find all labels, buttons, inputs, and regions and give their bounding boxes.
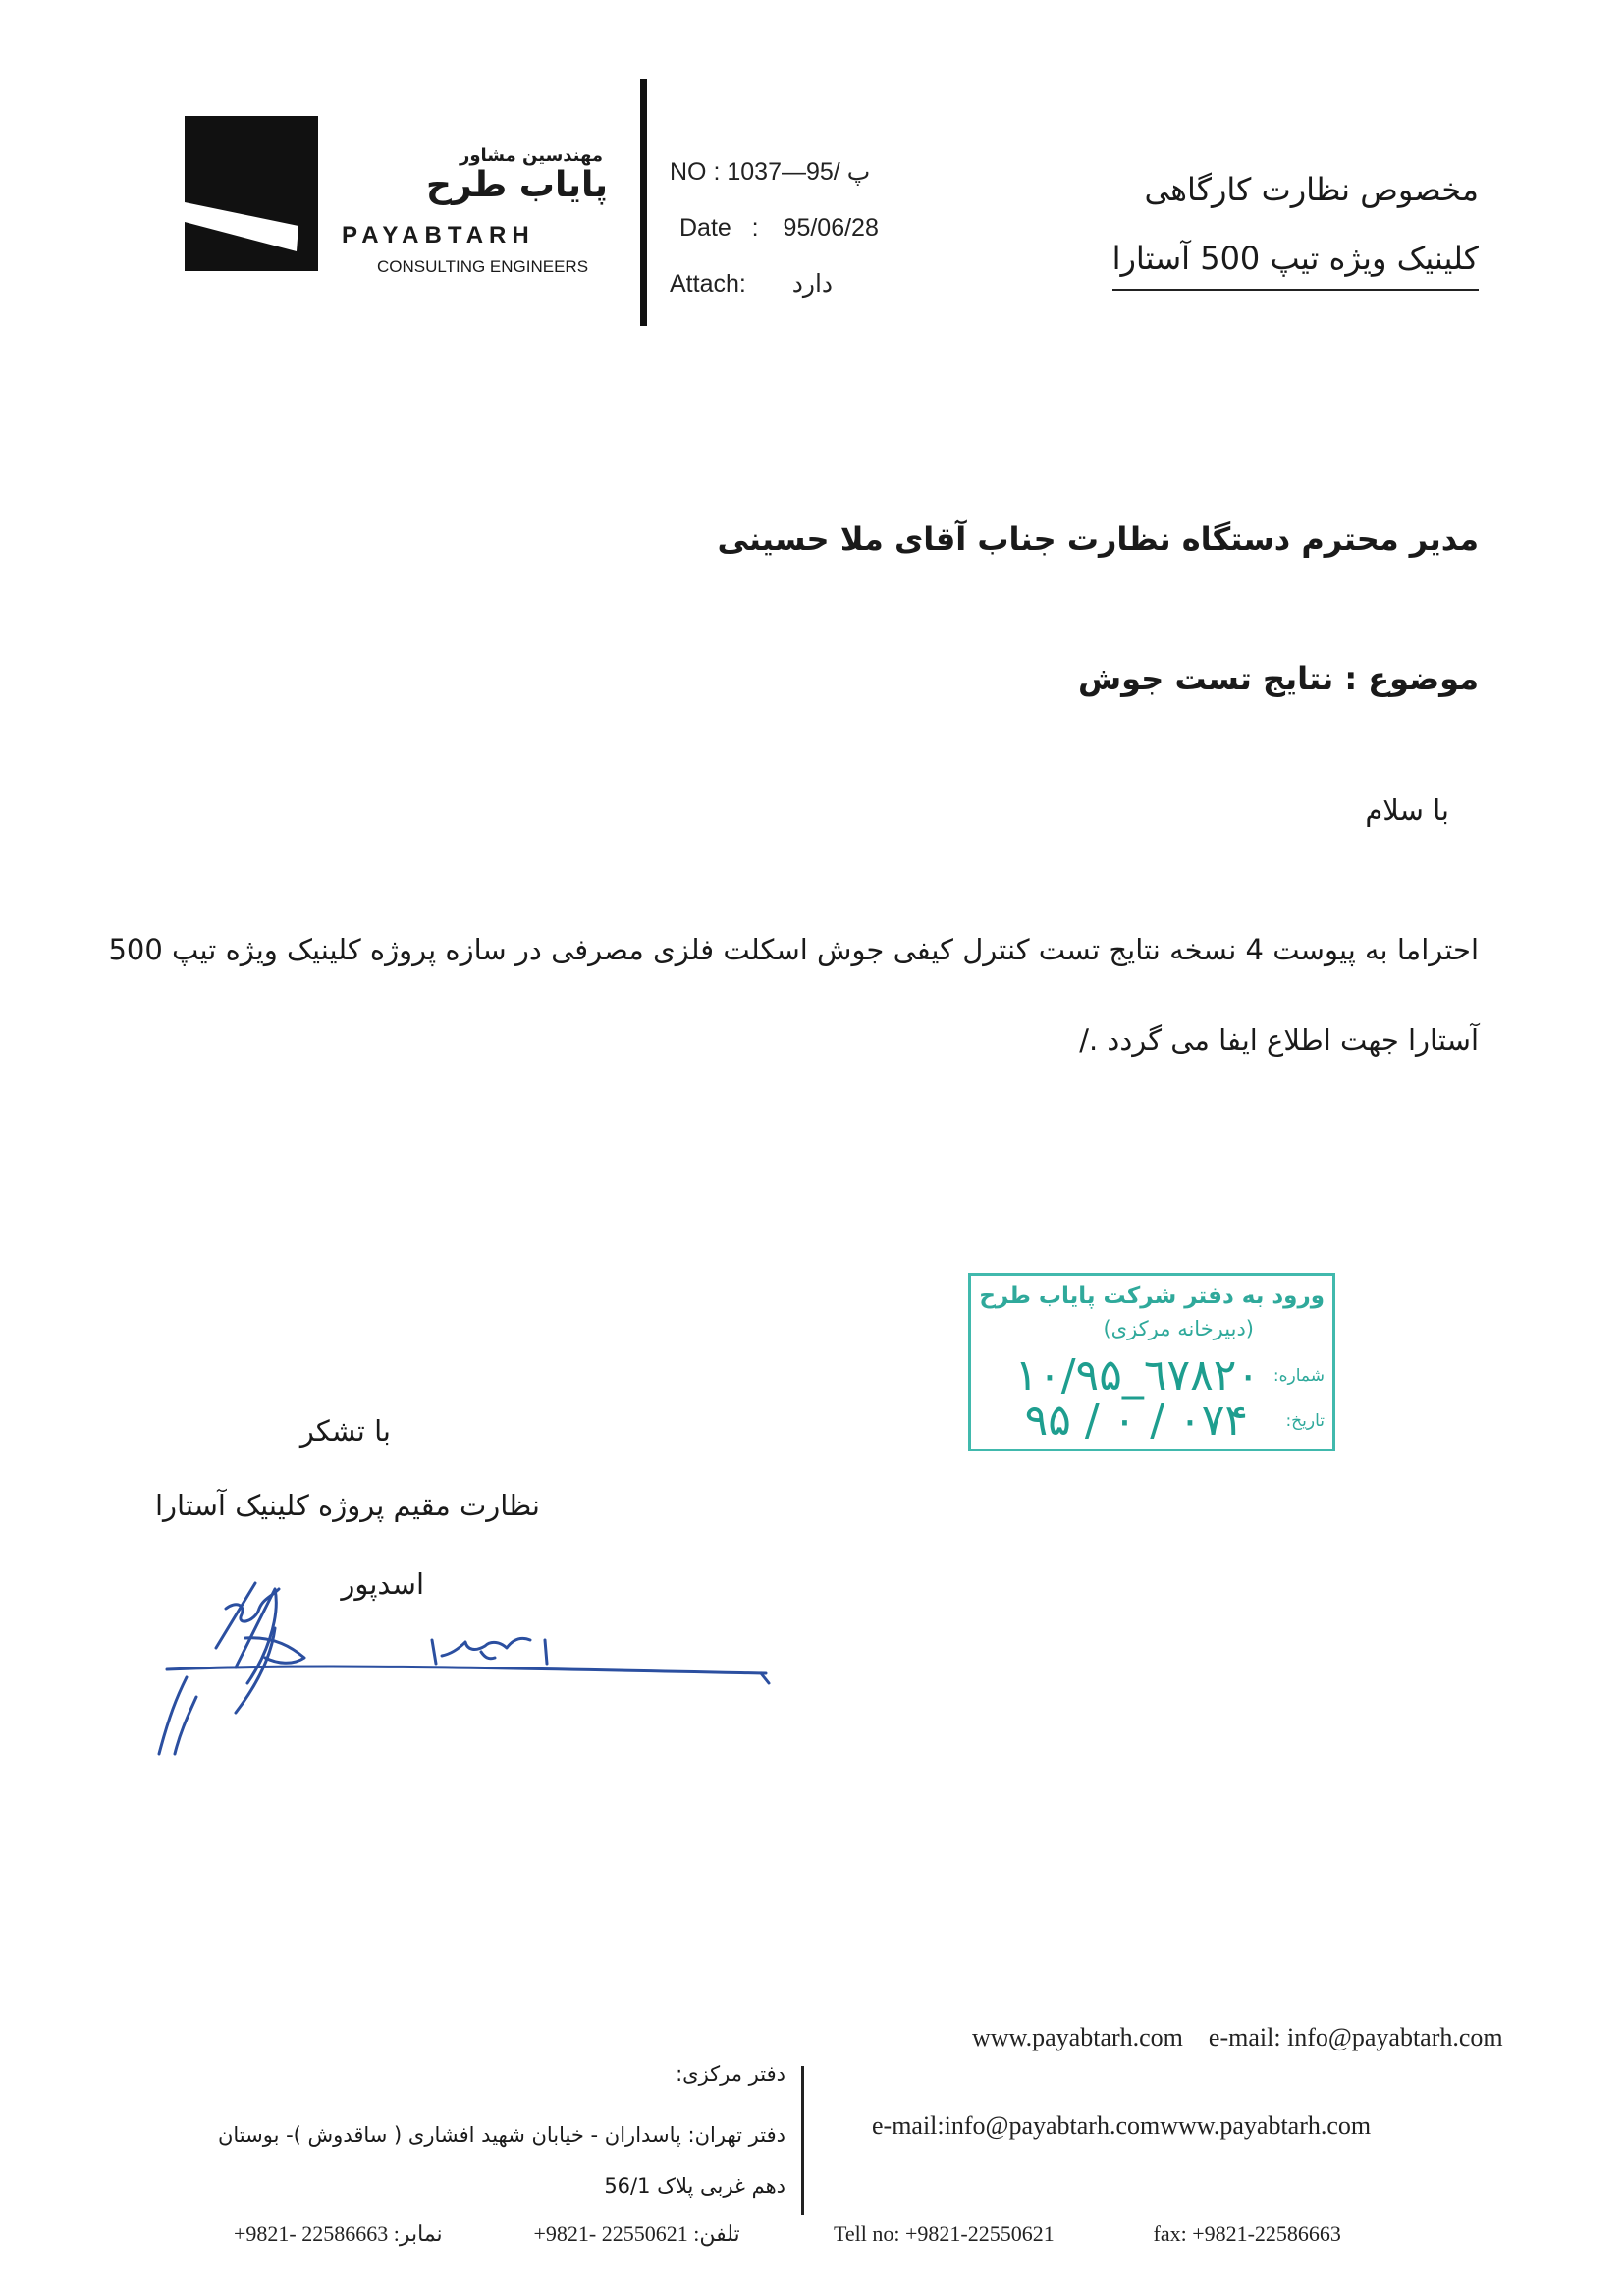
letter-paragraph-line-2: آستارا جهت اطلاع ایفا می گردد ./ [1079,1023,1479,1057]
footer-tel-en: Tell no: +9821-22550621 [834,2221,1055,2246]
footer-address-line-2: دهم غربی پلاک 56/1 [604,2174,785,2198]
logo-english-name: PAYABTARH [342,222,535,248]
logo-persian-subtitle: مهندسین مشاور [460,145,604,166]
letter-recipient: مدیر محترم دستگاه نظارت جناب آقای ملا حسینی [717,520,1479,558]
reference-attach-value: دارد [791,270,834,298]
footer-web-email-top: www.payabtarh.com e-mail: info@payabtarh.com [972,2023,1503,2051]
closing-thanks: با تشکر [299,1414,391,1448]
stamp-subtitle: (دبیرخانه مرکزی) [1103,1317,1254,1340]
footer-office-label: دفتر مرکزی: [676,2062,785,2086]
handwritten-signature [157,1579,785,1766]
stamp-date-value: ٩۵ / ٠٧ / ٠۴ [1024,1395,1248,1446]
letter-subject: موضوع : نتایج تست جوش [1078,660,1479,697]
reference-date-value: 95/06/28 [783,214,879,242]
department-heading: مخصوص نظارت کارگاهی [1144,171,1479,208]
reference-date-label: Date : [679,214,759,242]
stamp-number-value: ١٠/٩۵_٦٧٨٢٠ [1014,1350,1260,1400]
signer-title: نظارت مقیم پروژه کلینیک آستارا [154,1489,540,1522]
stamp-date-label: تاریخ: [1285,1411,1325,1431]
letter-paragraph-line-1: احتراما به پیوست 4 نسخه نتایج تست کنترل کیفی جوش اسکلت فلزی مصرفی در سازه پروژه کلینیک ویژه تیپ 500 [108,933,1479,966]
logo-persian-name: پایاب طرح [426,165,609,205]
footer-fax-fa: +9821- 22586663 :نمابر [234,2221,443,2246]
logo-english-subtitle: CONSULTING ENGINEERS [377,257,589,276]
footer-address-line-1: دفتر تهران: پاسداران - خیابان شهید افشاری ( ساقدوش )- بوستان [217,2123,785,2147]
reference-number-value: پ /95—1037 [727,158,871,186]
company-logo-mark [185,116,318,271]
footer-tel-fa: +9821- 22550621 :تلفن [533,2221,740,2246]
footer-fax-en: fax: +9821-22586663 [1153,2221,1341,2246]
footer-phone-row [234,2221,1341,2247]
reference-date [679,214,879,243]
signer-name: اسدپور [341,1567,424,1601]
footer-divider [801,2066,804,2215]
project-heading: کلینیک ویژه تیپ 500 آستارا [1112,240,1479,291]
received-stamp [968,1273,1335,1451]
stamp-number-label: شماره: [1272,1366,1325,1386]
stamp-title: ورود به دفتر شرکت پایاب طرح [979,1284,1325,1309]
footer-email-web: e-mail:info@payabtarh.comwww.payabtarh.com [872,2111,1372,2140]
reference-attach [670,269,833,299]
reference-number-label: NO : [670,158,721,186]
reference-attach-label: Attach: [670,270,746,298]
header-divider [640,79,647,326]
letter-greeting: با سلام [1365,793,1449,827]
reference-number [670,157,870,187]
logo-shape-icon [185,116,318,271]
